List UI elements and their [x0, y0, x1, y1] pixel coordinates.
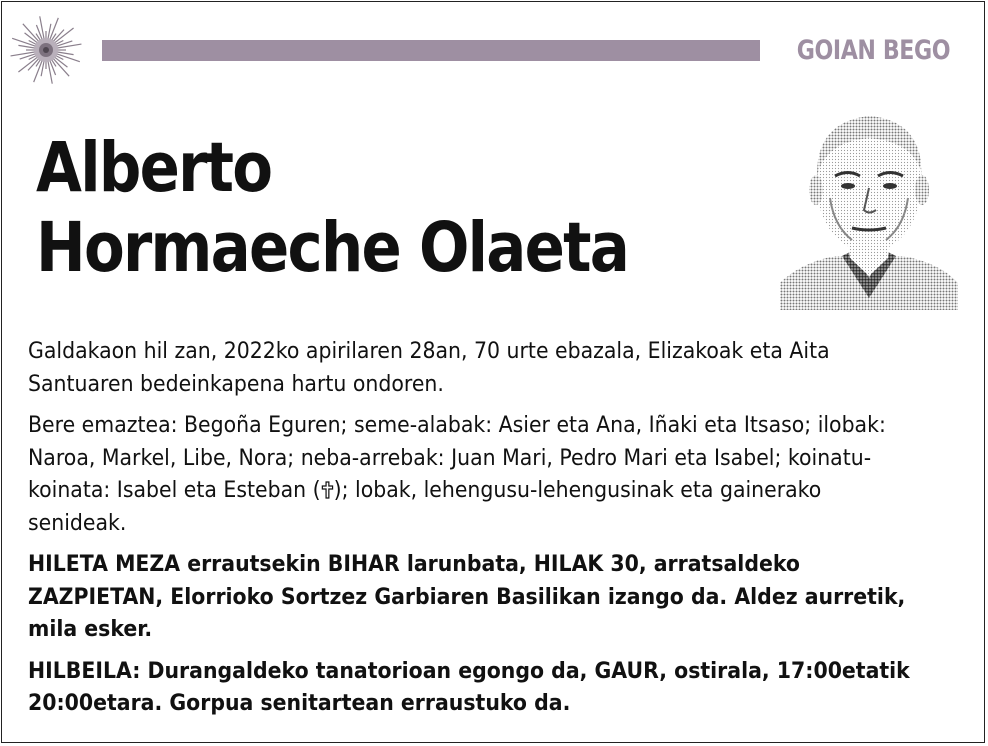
wake-paragraph: HILBEILA: Durangaldeko tanatorioan egongo da, GAUR, ostirala, 17:00etatik 20:00etara. Gorpua senitartean erraustuko da.	[28, 658, 910, 716]
cross-icon	[321, 477, 334, 495]
first-name: Alberto	[36, 128, 272, 208]
portrait-photo	[780, 98, 958, 310]
header-label: GOIAN BEGO	[796, 35, 950, 66]
obituary-notice	[1, 1, 985, 743]
header-bar	[102, 40, 760, 61]
deceased-name	[36, 128, 628, 288]
surnames: Hormaeche Olaeta	[36, 208, 629, 288]
family-text-part-1: Bere emaztea: Begoña Eguren; seme-alabak: Asier eta Ana, Iñaki eta Itsaso; ilobak: Naroa, Markel, Libe, Nora; neba-arrebak: Juan Mari, Pedro Mari eta Isabel; koinatu-koinata: Isabel eta Esteban (	[28, 413, 886, 503]
funeral-paragraph: HILETA MEZA errautsekin BIHAR larunbata, HILAK 30, arratsaldeko ZAZPIETAN, Elorrioko Sortzez Garbiaren Basilikan izango da. Aldez aurretik, mila esker.	[28, 552, 906, 642]
family-paragraph	[28, 410, 921, 540]
death-notice-paragraph: Galdakaon hil zan, 2022ko apirilaren 28an, 70 urte ebazala, Elizakoak eta Aita Santuaren bedeinkapena hartu ondoren.	[28, 339, 830, 397]
notice-body	[28, 336, 921, 730]
thistle-flower-icon	[8, 8, 96, 92]
family-text-part-2: ); lobak, lehengusu-lehengusinak eta gainerako senideak.	[28, 478, 822, 536]
